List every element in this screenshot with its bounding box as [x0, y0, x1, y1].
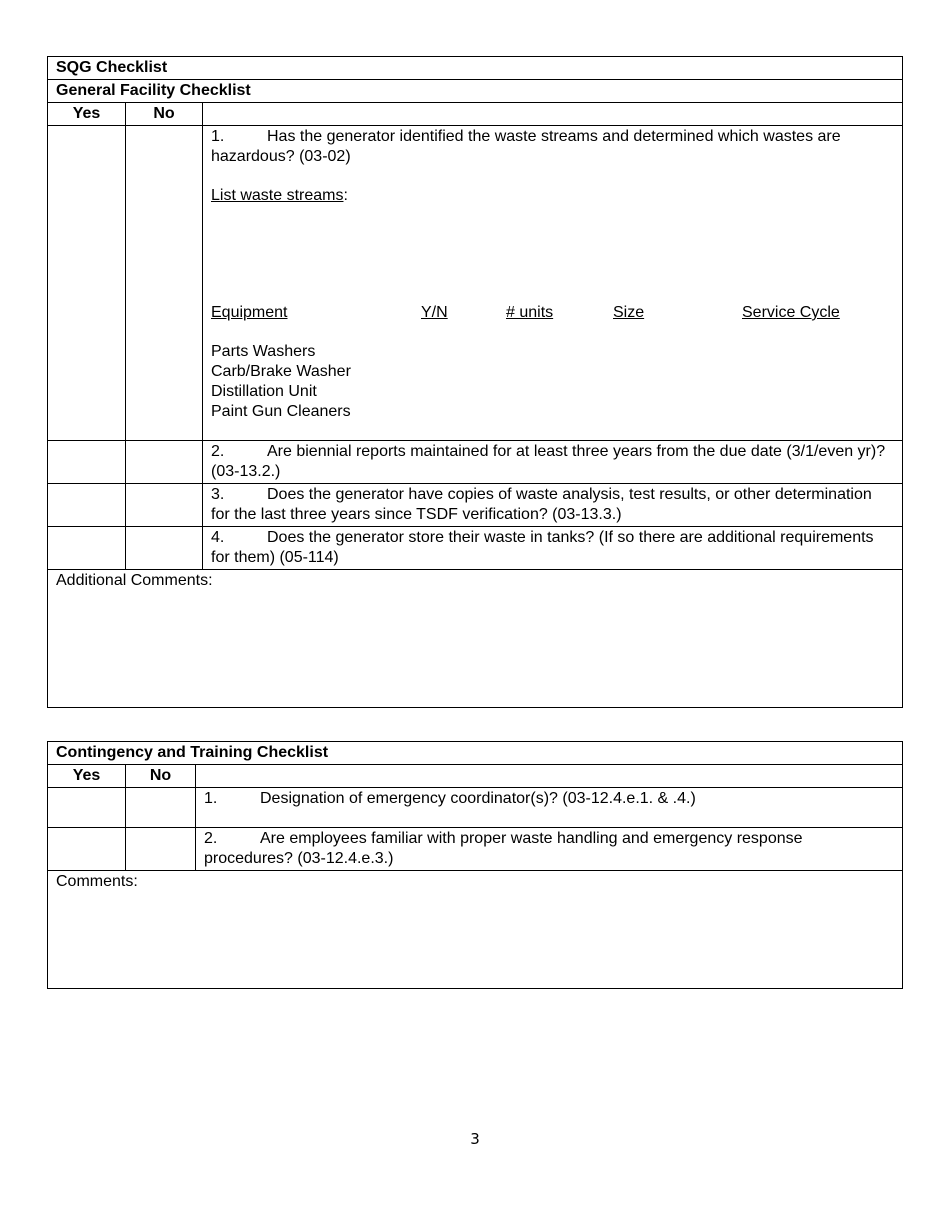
- yes-cell-q3[interactable]: [48, 484, 126, 527]
- question-number: 1.: [204, 790, 218, 807]
- yes-column-header: Yes: [48, 103, 126, 126]
- no-column-header: No: [126, 765, 196, 788]
- no-cell-q1[interactable]: [126, 788, 196, 828]
- equipment-header-row: [211, 303, 894, 323]
- no-column-header: No: [126, 103, 203, 126]
- comments-cell[interactable]: [48, 871, 903, 989]
- question-1-body: Has the generator identified the waste streams and determined which wastes are hazardous? (03-02): [211, 128, 841, 165]
- size-header: Size: [613, 304, 645, 321]
- equipment-list: [211, 342, 894, 422]
- yes-cell-q2[interactable]: [48, 441, 126, 484]
- question-3: [203, 484, 903, 527]
- yes-cell-q1[interactable]: [48, 788, 126, 828]
- additional-comments-label: Additional Comments:: [56, 572, 213, 589]
- question-1: [196, 788, 903, 828]
- waste-streams-colon: :: [343, 187, 348, 204]
- question-1-text: Designation of emergency coordinator(s)? (03-12.4.e.1. & .4.): [260, 790, 696, 807]
- no-cell-q1[interactable]: [126, 126, 203, 441]
- equipment-item: Paint Gun Cleaners: [211, 403, 351, 420]
- comments-label: Comments:: [56, 873, 138, 890]
- question-number: 3.: [211, 486, 225, 503]
- checklist-title: SQG Checklist: [48, 57, 903, 80]
- question-3-text: Does the generator have copies of waste analysis, test results, or other determination for the last three years since TSDF verification? (03-13.3.): [211, 486, 872, 523]
- yes-cell-q4[interactable]: [48, 527, 126, 570]
- no-cell-q2[interactable]: [126, 441, 203, 484]
- yes-column-header: Yes: [48, 765, 126, 788]
- no-cell-q4[interactable]: [126, 527, 203, 570]
- section-title: Contingency and Training Checklist: [48, 742, 903, 765]
- question-number: 2.: [211, 443, 225, 460]
- question-column-header: [196, 765, 903, 788]
- service-cycle-header: Service Cycle: [742, 304, 840, 321]
- equipment-item: Carb/Brake Washer: [211, 363, 351, 380]
- additional-comments-cell[interactable]: [48, 570, 903, 708]
- question-column-header: [203, 103, 903, 126]
- question-number: 1.: [211, 128, 225, 145]
- question-number: 4.: [211, 529, 225, 546]
- question-2-text: Are employees familiar with proper waste handling and emergency response procedures? (03-12.4.e.3.): [204, 830, 803, 867]
- question-1: [203, 126, 903, 441]
- question-1-text: [211, 127, 894, 167]
- yn-header: Y/N: [421, 304, 448, 321]
- yes-cell-q1[interactable]: [48, 126, 126, 441]
- waste-streams-blank-area[interactable]: [211, 206, 894, 303]
- general-facility-checklist-table: [47, 56, 903, 708]
- question-4-text: Does the generator store their waste in tanks? (If so there are additional requirements for them) (05-114): [211, 529, 874, 566]
- question-2-text: Are biennial reports maintained for at least three years from the due date (3/1/even yr)? (03-13.2.): [211, 443, 886, 480]
- question-4: [203, 527, 903, 570]
- question-2: [203, 441, 903, 484]
- question-number: 2.: [204, 830, 218, 847]
- units-header: # units: [506, 304, 554, 321]
- section-title: General Facility Checklist: [48, 80, 903, 103]
- no-cell-q2[interactable]: [126, 828, 196, 871]
- waste-streams-label: [211, 186, 894, 206]
- page-number: 3: [470, 1130, 480, 1148]
- question-2: [196, 828, 903, 871]
- no-cell-q3[interactable]: [126, 484, 203, 527]
- contingency-training-checklist-table: [47, 741, 903, 989]
- yes-cell-q2[interactable]: [48, 828, 126, 871]
- equipment-item: Parts Washers: [211, 343, 316, 360]
- equipment-header: Equipment: [211, 304, 288, 321]
- equipment-item: Distillation Unit: [211, 383, 317, 400]
- waste-streams-label-text: List waste streams: [211, 187, 344, 204]
